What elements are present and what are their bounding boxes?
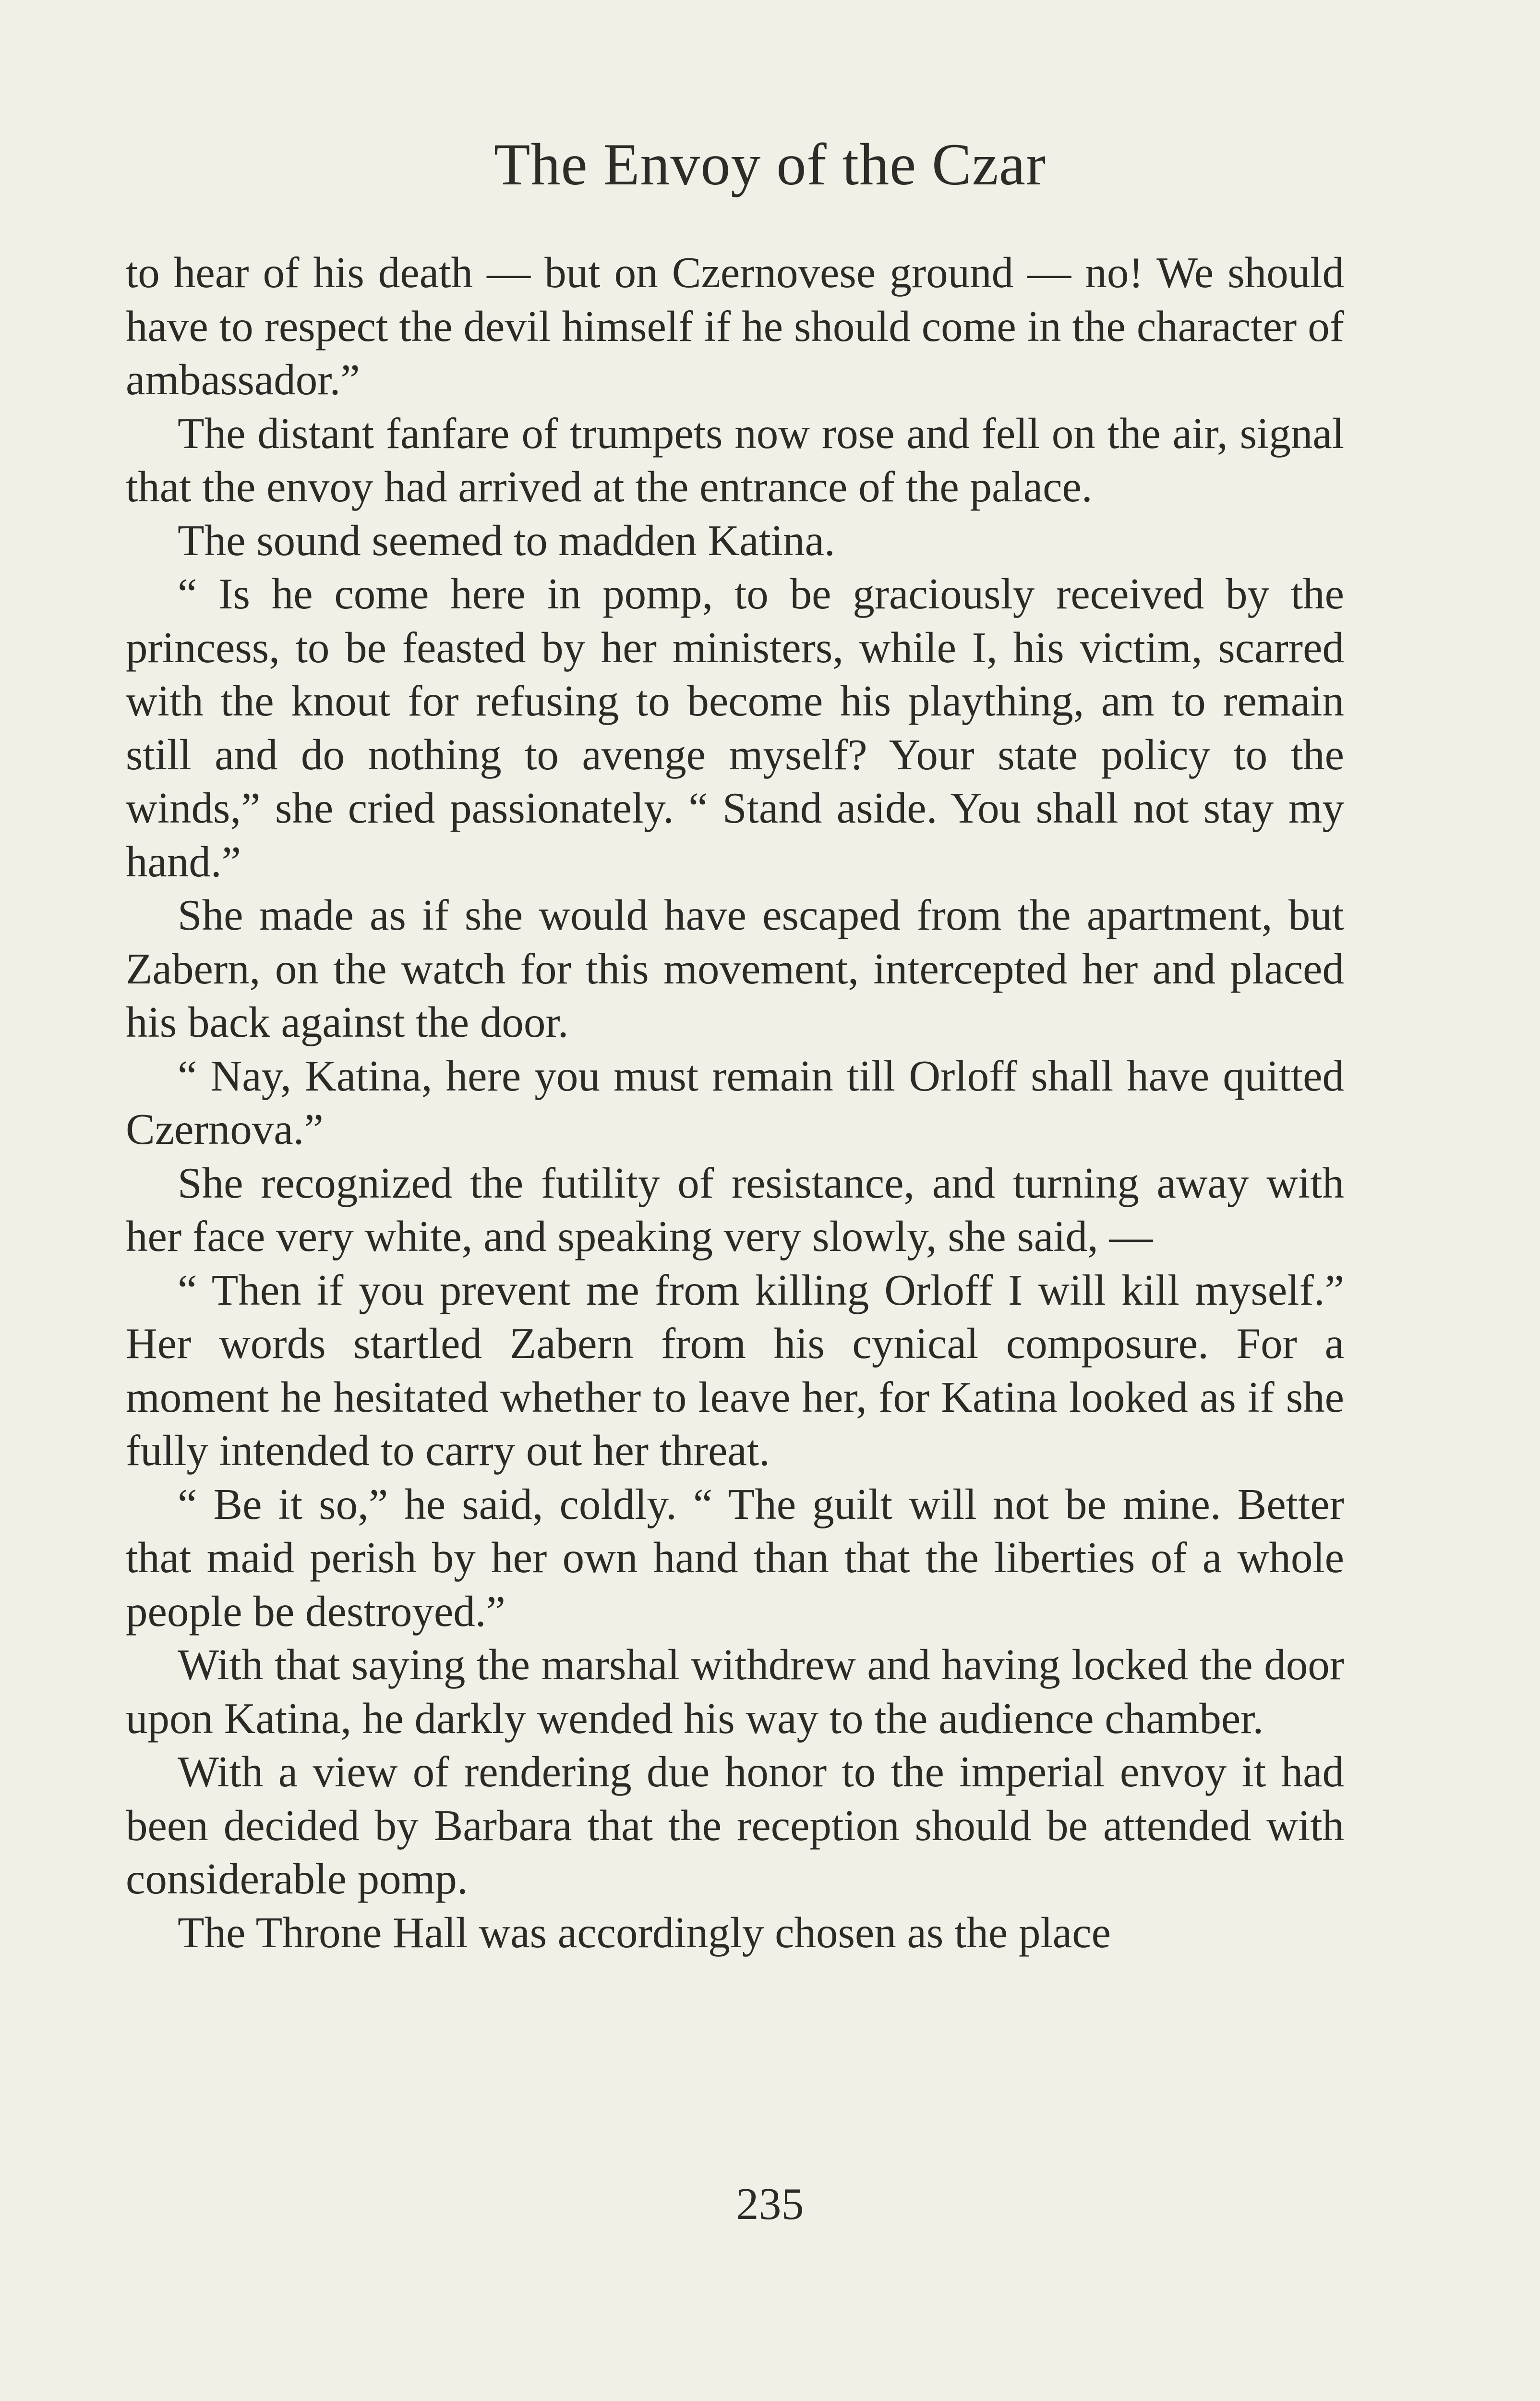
running-title: The Envoy of the Czar [493, 132, 1047, 197]
paragraph-6: “ Nay, Katina, here you must remain till Orloff shall have quitted Czernova.” [126, 1051, 1344, 1153]
paragraph-5: She made as if she would have escaped from the apartment, but Zabern, on the watch for this movement, intercepted her and placed his back against the door. [126, 891, 1344, 1046]
paragraph-9: “ Be it so,” he said, coldly. “ The guilt will not be mine. Better that maid perish by her own hand than that the liberties of a whole people be destroyed.” [126, 1479, 1344, 1636]
paragraph-3: The sound seemed to madden Katina. [178, 516, 835, 565]
paragraph-1: to hear of his death — but on Czernovese ground — no! We should have to respect the devil himself if he should come in the character of ambassador.” [126, 248, 1344, 404]
paragraph-7: She recognized the futility of resistance, and turning away with her face very white, and speaking very slowly, she said, — [126, 1158, 1344, 1261]
paragraph-8: “ Then if you prevent me from killing Orloff I will kill myself.” Her words startled Zabern from his cynical composure. For a moment he hesitated whether to leave her, for Katina looked as if she fully intended to carry out her threat. [126, 1265, 1344, 1475]
page-number: 235 [736, 2179, 804, 2229]
body-text [126, 246, 1344, 1959]
paragraph-11: With a view of rendering due honor to the imperial envoy it had been decided by Barbara that the reception should be attended with considerable pomp. [126, 1747, 1344, 1903]
paragraph-2: The distant fanfare of trumpets now rose and fell on the air, signal that the envoy had arrived at the entrance of the palace. [126, 409, 1344, 511]
paragraph-12: The Throne Hall was accordingly chosen as the place [178, 1908, 1111, 1957]
paragraph-4: “ Is he come here in pomp, to be graciously received by the princess, to be feasted by her ministers, while I, his victim, scarred with the knout for refusing to become his plaything, am to remain still and do nothing to avenge myself? Your state policy to the winds,” she cried passionately. “ Stand aside. You shall not stay my hand.” [126, 570, 1344, 886]
paragraph-10: With that saying the marshal withdrew and having locked the door upon Katina, he darkly wended his way to the audience chamber. [126, 1640, 1344, 1743]
